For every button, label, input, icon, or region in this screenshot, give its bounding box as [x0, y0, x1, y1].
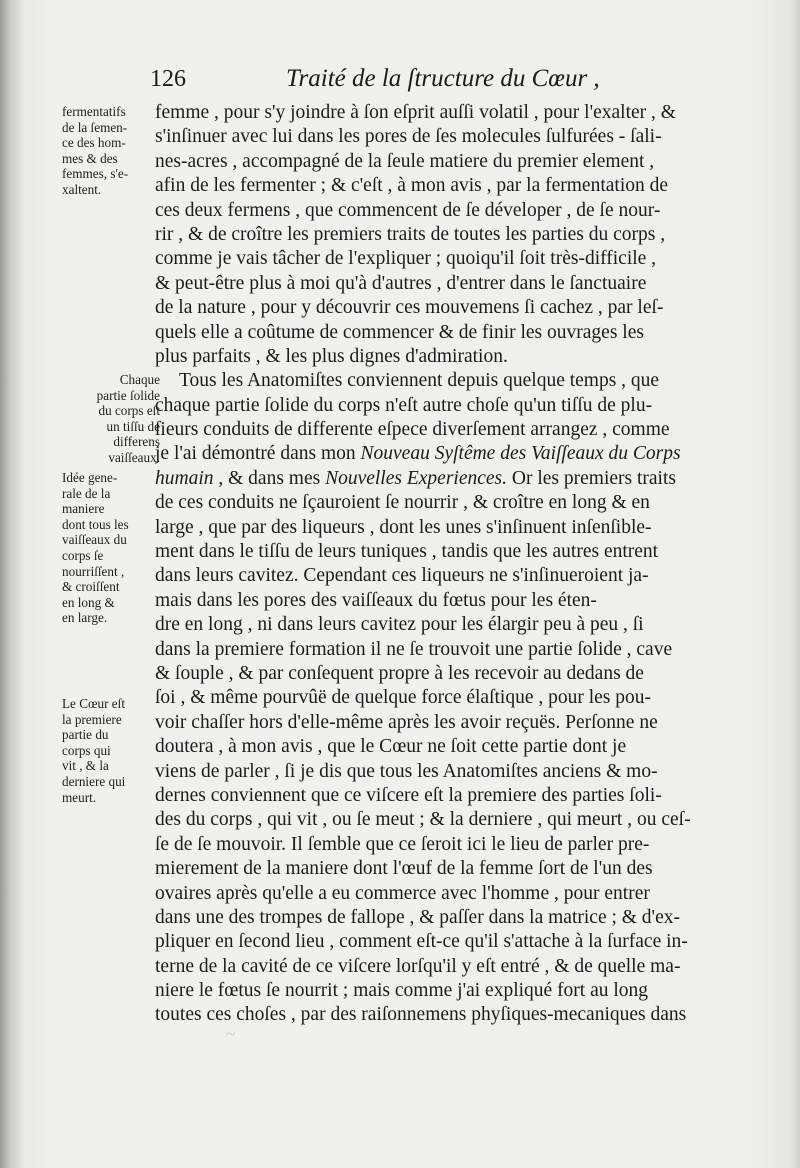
citation-title: Nouvelles Experiences. [325, 467, 508, 489]
text-line: de ces conduits ne ſçauroient ſe nourrir , & croître en long & en [155, 492, 650, 514]
margin-note-line: fermentatifs [62, 104, 126, 119]
margin-note-general-idea [62, 470, 160, 626]
text-line: rir , & de croître les premiers traits de toutes les parties du corps , [155, 223, 666, 245]
text-line: terne de la cavité de ce viſcere lorſqu'il y eſt entré , & de quelle ma- [155, 955, 681, 977]
text-line-with-citation [155, 442, 767, 466]
text-fragment: je l'ai démontré dans mon [155, 443, 356, 465]
margin-note-line: la premiere [62, 711, 122, 727]
text-line: & ſouple , & par conſequent propre à les recevoir au dedans de [155, 662, 644, 684]
margin-note-line: en large. [62, 610, 108, 626]
text-line: mierement de la maniere dont l'œuf de la femme ſort de l'un des [155, 858, 653, 880]
margin-note-line: meurt. [62, 789, 97, 805]
text-line: viens de parler , ſi je dis que tous les Anatomiſtes anciens & mo- [155, 760, 658, 782]
margin-note-line: Le Cœur eſt [62, 696, 125, 711]
citation-title-end: humain [155, 467, 214, 489]
page-header [150, 66, 770, 100]
margin-note-heart [62, 696, 160, 805]
margin-note-line: differens [113, 434, 160, 450]
faint-ink-mark: ~ [226, 1024, 236, 1044]
text-line: toutes ces choſes , par des raiſonnemens phyſiques-mecaniques dans [155, 1004, 687, 1026]
text-line: large , que par des liqueurs , dont les unes s'inſinuent inſenſible- [155, 516, 652, 538]
margin-note-line: corps qui [62, 742, 111, 758]
margin-note-line: corps ſe [62, 547, 104, 563]
margin-note-line: partie ſolide [96, 387, 160, 403]
margin-note-line: Idée gene- [62, 470, 118, 485]
text-line: comme je vais tâcher de l'expliquer ; quoiqu'il ſoit très-difficile , [155, 248, 657, 270]
margin-note-line: dont tous les [62, 516, 129, 532]
text-line: des du corps , qui vit , ou ſe meut ; & la derniere , qui meurt , ou ceſ- [155, 809, 691, 831]
margin-note-line: maniere [62, 501, 105, 517]
margin-note-line: partie du [62, 727, 109, 743]
text-line: plus parfaits , & les plus dignes d'admiration. [155, 345, 508, 367]
text-line: pliquer en ſecond lieu , comment eſt-ce qu'il s'attache à la ſurface in- [155, 931, 688, 953]
text-line: ſe de ſe mouvoir. Il ſemble que ce ſeroit ici le lieu de parler pre- [155, 833, 650, 855]
margin-note-line: du corps eſt [98, 403, 160, 419]
text-line: ſoi , & même pourvûë de quelque force élaſtique , pour les pou- [155, 687, 652, 709]
margin-note-line: femmes, s'e- [62, 166, 129, 182]
text-line: dans une des trompes de fallope , & paſſer dans la matrice ; & d'ex- [155, 906, 680, 928]
paragraph-start-line: Tous les Anatomiſtes conviennent depuis quelque temps , que [179, 370, 660, 392]
margin-note-line: de la ſemen- [62, 119, 128, 135]
margin-note-line: en long & [62, 594, 115, 610]
text-line: dans leurs cavitez. Cependant ces liqueurs ne s'inſinueroient ja- [155, 565, 649, 587]
text-fragment: Or les premiers traits [511, 467, 676, 489]
citation-title: Nouveau Syſtême des Vaiſſeaux du Corps [360, 443, 681, 465]
text-line: ſieurs conduits de differente eſpece diverſement arrangez , comme [155, 419, 670, 441]
margin-note-line: rale de la [62, 485, 111, 501]
margin-note-line: Chaque [119, 372, 160, 387]
text-line: dans la premiere formation il ne ſe trouvoit une partie ſolide , cave [155, 638, 673, 660]
text-line: chaque partie ſolide du corps n'eſt autre choſe qu'un tiſſu de plu- [155, 394, 653, 416]
text-line: ment dans le tiſſu de leurs tuniques , tandis que les autres entrent [155, 541, 659, 563]
page-number: 126 [150, 66, 186, 92]
margin-note-line: xaltent. [62, 181, 102, 197]
body-text [155, 101, 767, 1028]
margin-note-line: mes & des [62, 150, 118, 166]
text-line: ces deux fermens , que commencent de ſe déveloper , de ſe nour- [155, 199, 661, 221]
text-line: de la nature , pour y découvrir ces mouvemens ſi cachez , par leſ- [155, 297, 664, 319]
text-line: dernes conviennent que ce viſcere eſt la premiere des parties ſoli- [155, 784, 662, 806]
text-fragment: , & dans mes [218, 467, 321, 489]
text-line: mais dans les pores des vaiſſeaux du fœtus pour les éten- [155, 589, 597, 611]
text-line: s'inſinuer avec lui dans les pores de ſes molecules ſulfurées - ſali- [155, 126, 662, 148]
text-line: niere le fœtus ſe nourrit ; mais comme j'ai expliqué fort au long [155, 980, 649, 1002]
text-line: nes-acres , accompagné de la ſeule matiere du premier element , [155, 150, 655, 172]
text-line: voir chaſſer hors d'elle-même après les avoir reçuës. Perſonne ne [155, 711, 658, 733]
margin-note-line: nourriſſent , [62, 563, 125, 579]
running-title: Traité de la ſtructure du Cœur , [286, 65, 600, 92]
text-line: ovaires après qu'elle a eu commerce avec l'homme , pour entrer [155, 882, 650, 904]
margin-note-solid-parts [62, 372, 160, 466]
margin-note-line: vaiſſeaux du [62, 532, 127, 548]
margin-note-line: & croiſſent [62, 579, 120, 595]
margin-note-line: derniere qui [62, 773, 126, 789]
margin-note-fermentation [62, 104, 160, 198]
text-line: afin de les fermenter ; & c'eſt , à mon avis , par la fermentation de [155, 175, 669, 197]
text-line: & peut-être plus à moi qu'à d'autres , d'entrer dans le ſanctuaire [155, 272, 647, 294]
margin-note-line: vit , & la [62, 758, 109, 774]
margin-note-line: un tiſſu de [106, 418, 160, 434]
text-line: doutera , à mon avis , que le Cœur ne ſoit cette partie dont je [155, 736, 627, 758]
text-line: dre en long , ni dans leurs cavitez pour les élargir peu à peu , ſi [155, 614, 644, 636]
text-line: quels elle a coûtume de commencer & de finir les ouvrages les [155, 321, 644, 343]
margin-note-line: ce des hom- [62, 135, 126, 151]
text-line-with-citation [155, 467, 767, 491]
text-line: femme , pour s'y joindre à ſon eſprit auſſi volatil , pour l'exalter , & [155, 102, 676, 123]
margin-note-line: vaiſſeaux. [108, 449, 160, 465]
